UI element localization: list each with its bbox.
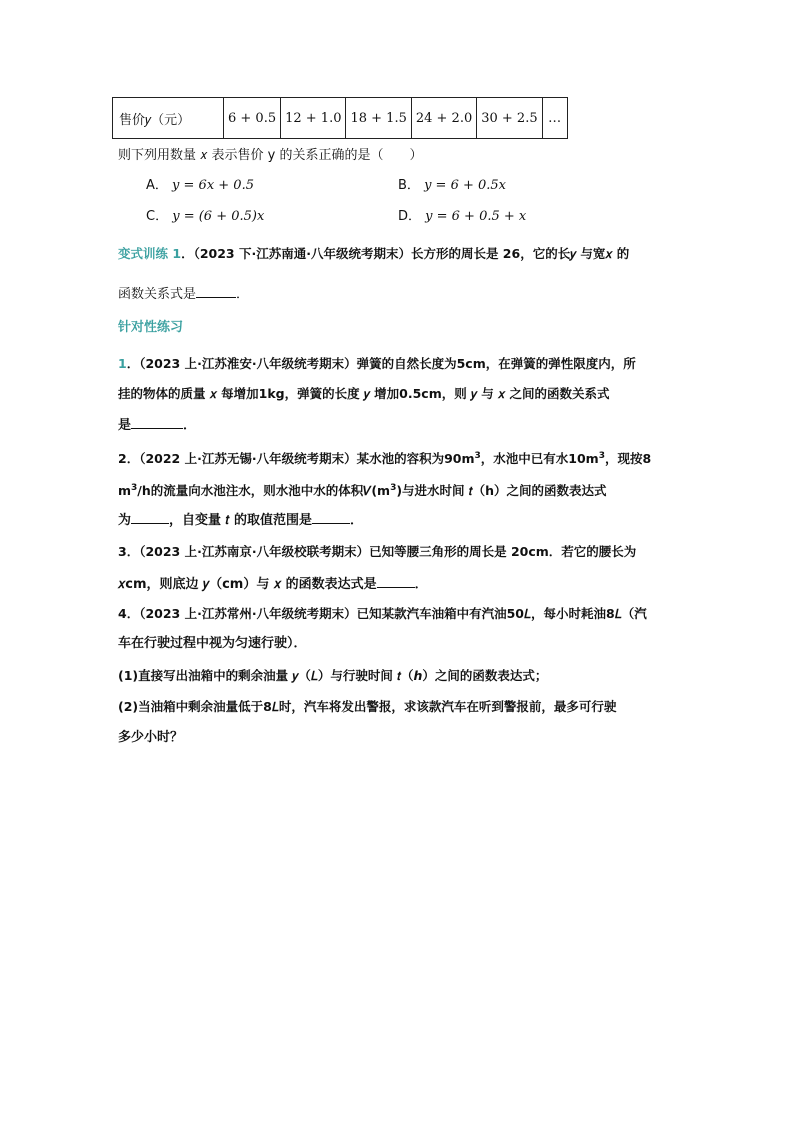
option-a-label: A． bbox=[146, 178, 168, 193]
table-cell: 24 + 2.0 bbox=[411, 98, 476, 139]
q3-line-2 bbox=[118, 573, 428, 595]
q4-line-2: 车在行驶过程中视为匀速行驶）． bbox=[118, 636, 307, 651]
option-c-expr: 𝑦 = (6 + 0.5)𝑥 bbox=[172, 209, 265, 224]
answer-blank[interactable] bbox=[377, 573, 415, 588]
q2-text: /h的流量向水池注水，则水池中水的体积𝑉(m bbox=[137, 483, 391, 499]
table-cell: 12 + 1.0 bbox=[281, 98, 346, 139]
q1-number: 1 bbox=[118, 356, 127, 371]
question-text: 则下列用数量 𝑥 表示售价 y 的关系正确的是（ ） bbox=[118, 148, 423, 163]
q4-sub-2-line-1: (2)当油箱中剩余油量低于8𝐿时，汽车将发出警报，求该款汽车在听到警报前，最多可行驶 bbox=[118, 699, 617, 714]
variant-line-1 bbox=[118, 244, 629, 264]
q1-text: ．（2023 上·江苏淮安·八年级统考期末）弹簧的自然长度为5cm，在弹簧的弹性限度内，所 bbox=[126, 356, 636, 371]
option-d-expr: 𝑦 = 6 + 0.5 + 𝑥 bbox=[425, 209, 527, 224]
q2-line-2 bbox=[118, 478, 607, 501]
q2-text: 2．（2022 上·江苏无锡·八年级统考期末）某水池的容积为90m bbox=[118, 451, 475, 467]
option-b[interactable] bbox=[398, 176, 506, 196]
q1-line-1 bbox=[118, 354, 636, 374]
table-cell: 18 + 1.5 bbox=[346, 98, 411, 139]
variant-title: 变式训练 1 bbox=[118, 246, 182, 261]
q2-line-3 bbox=[118, 509, 363, 531]
q2-line-1 bbox=[118, 446, 651, 469]
q4-sub-2-line-2: 多少小时？ bbox=[118, 730, 184, 745]
q1-line-2: 挂的物体的质量 𝑥 每增加1kg，弹簧的长度 𝑦 增加0.5cm，则 𝑦 与 𝑥 之间的函数关系式 bbox=[118, 386, 610, 401]
superscript: 3 bbox=[131, 483, 138, 493]
table-cell-ellipsis: … bbox=[542, 98, 567, 139]
variant-text: ．（2023 下·江苏南通·八年级统考期末）长方形的周长是 26，它的长𝑦 与宽𝑥 的 bbox=[181, 246, 630, 261]
q2-text: ，水池中已有水10m bbox=[480, 451, 599, 467]
table-header-cell: 售价𝑦（元） bbox=[113, 98, 224, 139]
answer-blank[interactable] bbox=[196, 283, 236, 298]
price-table bbox=[112, 97, 568, 139]
q4-sub-1: (1)直接写出油箱中的剩余油量 𝑦（𝐿）与行驶时间 𝑡（ℎ）之间的函数表达式； bbox=[118, 668, 548, 683]
q2-text: ，现按8 bbox=[604, 451, 652, 467]
variant-line-2 bbox=[118, 283, 249, 305]
q2-text: m bbox=[118, 483, 132, 499]
table-cell: 6 + 0.5 bbox=[224, 98, 281, 139]
answer-blank[interactable] bbox=[312, 509, 350, 524]
q1-line-3 bbox=[118, 414, 196, 436]
option-d-label: D． bbox=[398, 209, 422, 224]
punct: ． bbox=[183, 418, 197, 433]
option-b-expr: 𝑦 = 6 + 0.5𝑥 bbox=[424, 178, 506, 193]
option-a-expr: 𝑦 = 6𝑥 + 0.5 bbox=[172, 178, 254, 193]
superscript: 3 bbox=[390, 483, 397, 493]
answer-blank[interactable] bbox=[131, 509, 169, 524]
option-c[interactable] bbox=[146, 207, 264, 227]
table-row bbox=[113, 98, 568, 139]
option-c-label: C． bbox=[146, 209, 169, 224]
option-b-label: B． bbox=[398, 178, 420, 193]
q2-text: ，自变量 𝑡 的取值范围是 bbox=[169, 513, 312, 528]
q3-line-1: 3．（2023 上·江苏南京·八年级校联考期末）已知等腰三角形的周长是 20cm．若它的腰长为 bbox=[118, 544, 637, 559]
table-cell: 30 + 2.5 bbox=[477, 98, 542, 139]
section-title: 针对性练习 bbox=[118, 320, 184, 335]
option-a[interactable] bbox=[146, 176, 254, 196]
answer-blank[interactable] bbox=[131, 414, 183, 429]
variant-text-2: 函数关系式是 bbox=[118, 287, 197, 302]
punct: ． bbox=[236, 287, 250, 302]
punct: ． bbox=[349, 513, 363, 528]
q2-text: )与进水时间 𝑡（h）之间的函数表达式 bbox=[396, 483, 607, 499]
q2-text: 为 bbox=[118, 513, 132, 528]
superscript: 3 bbox=[598, 451, 605, 461]
q1-text-3: 是 bbox=[118, 418, 132, 433]
superscript: 3 bbox=[474, 451, 481, 461]
option-d[interactable] bbox=[398, 207, 526, 227]
q3-text: 𝑥cm，则底边 𝑦（cm）与 𝑥 的函数表达式是 bbox=[118, 577, 377, 592]
punct: ． bbox=[414, 577, 428, 592]
q4-line-1: 4．（2023 上·江苏常州·八年级统考期末）已知某款汽车油箱中有汽油50𝐿，每小时耗油8𝐿（汽 bbox=[118, 606, 647, 621]
